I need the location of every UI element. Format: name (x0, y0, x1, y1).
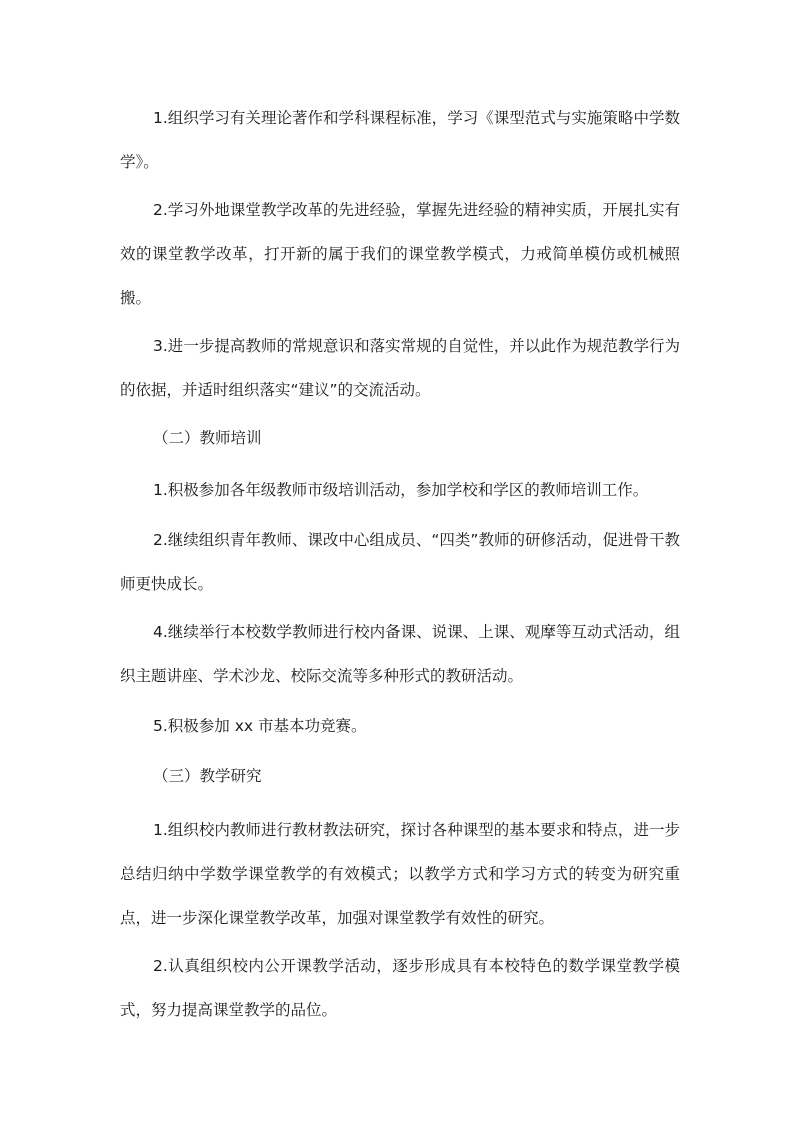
paragraph-skills-competition: 5.积极参加 xx 市基本功竞赛。 (153, 717, 367, 735)
paragraph-open-classes: 2.认真组织校内公开课教学活动，逐步形成具有本校特色的数学课堂教学模式，努力提高课堂教学的品位。 (120, 957, 680, 1019)
paragraph-city-training: 1.积极参加各年级教师市级培训活动，参加学校和学区的教师培训工作。 (153, 481, 649, 499)
paragraph-school-activities: 4.继续举行本校数学教师进行校内备课、说课、上课、观摩等互动式活动，组织主题讲座、学术沙龙、校际交流等多种形式的教研活动。 (120, 623, 680, 685)
paragraph-routine-awareness: 3.进一步提高教师的常规意识和落实常规的自觉性，并以此作为规范教学行为的依据，并适时组织落实“建议”的交流活动。 (120, 337, 680, 399)
paragraph-young-teachers: 2.继续组织青年教师、课改中心组成员、“四类”教师的研修活动，促进骨干教师更快成长。 (120, 531, 680, 593)
section-heading-teacher-training: （二）教师培训 (153, 429, 262, 447)
section-heading-teaching-research: （三）教学研究 (153, 767, 262, 785)
paragraph-study-theory: 1.组织学习有关理论著作和学科课程标准，学习《课型范式与实施策略中学数学》。 (120, 109, 680, 171)
paragraph-learn-experience: 2.学习外地课堂教学改革的先进经验，掌握先进经验的精神实质，开展扎实有效的课堂教学改革，打开新的属于我们的课堂教学模式，力戒简单模仿或机械照搬。 (120, 201, 680, 307)
paragraph-textbook-research: 1.组织校内教师进行教材教法研究，探讨各种课型的基本要求和特点，进一步总结归纳中学数学课堂教学的有效模式；以教学方式和学习方式的转变为研究重点，进一步深化课堂教学改革，加强对课堂教学有效性的研究。 (120, 821, 680, 927)
